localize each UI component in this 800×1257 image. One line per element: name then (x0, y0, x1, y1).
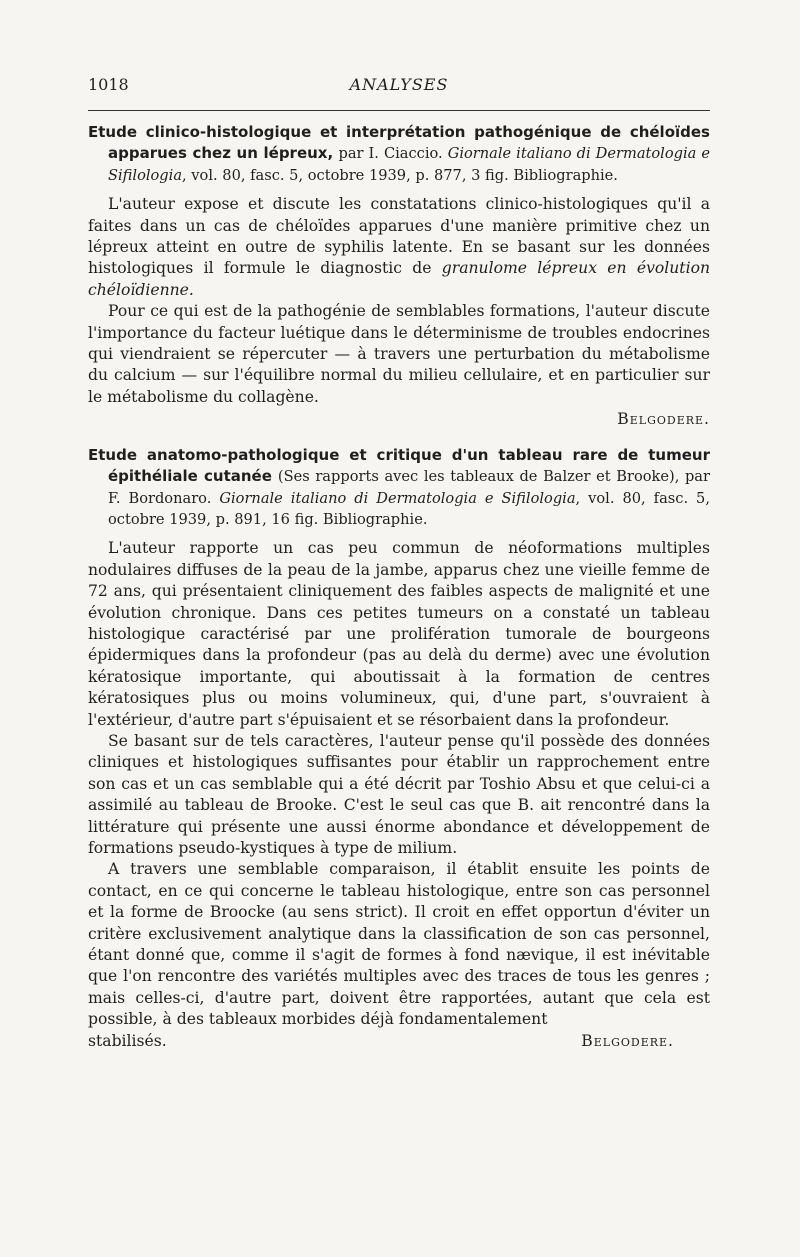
article-title: Etude anatomo-pathologique et critique d'un tableau rare de tumeur épithéliale cutanée (88, 445, 710, 486)
article-heading (88, 122, 710, 186)
article-heading (88, 445, 710, 531)
final-line (88, 1031, 710, 1052)
page-number: 1018 (88, 75, 129, 94)
paragraph-emphasis: granulome lépreux en évolution chéloïdienne. (88, 259, 710, 299)
signature: Belgodere. (581, 1031, 674, 1050)
citation-journal: Giornale italiano di Dermatologia e Sifilologia (108, 145, 710, 184)
paragraph-text: A travers une semblable comparaison, il établit ensuite les points de contact, en ce qui concerne le tableau histologique, entre son cas personnel et la forme de Broocke (au sens strict). Il croit en effet opportun d'éviter un critère exclusivement analytique dans la classification de son cas personnel, étant donné que, comme il s'agit de formes à fond nævique, il est inévitable que l'on rencontre des variétés multiples avec des traces de tous les genres ; mais celles-ci, d'autre part, doivent être rapportées, autant que cela est possible, à des tableaux morbides déjà fondamentalement (88, 860, 710, 1029)
citation-author: par I. Ciaccio. (338, 145, 448, 163)
citation-details: , vol. 80, fasc. 5, octobre 1939, p. 877, 3 fig. Bibliographie. (182, 166, 618, 184)
citation-details: , vol. 80, fasc. 5, octobre 1939, p. 891, 16 fig. Bibliographie. (108, 489, 710, 528)
body-paragraph-final (88, 859, 710, 1030)
paragraph-text: L'auteur expose et discute les constatations clinico-histologiques qu'il a faites dans un cas de chéloïdes apparues d'une manière primitive chez un lépreux atteint en outre de syphilis latente. En se basant sur les données histologiques il formule le diagnostic de (88, 195, 710, 278)
section-title: ANALYSES (349, 75, 449, 94)
body-paragraph (88, 731, 710, 859)
citation-author: (Ses rapports avec les tableaux de Balzer et Brooke), par F. Bordonaro. (108, 468, 710, 507)
final-line-text: stabilisés. (88, 1031, 167, 1050)
signature: Belgodere. (617, 410, 710, 429)
citation-journal: Giornale italiano di Dermatologia e Sifilologia (219, 489, 576, 507)
body-paragraph (88, 301, 710, 408)
paragraph-text: Se basant sur de tels caractères, l'auteur pense qu'il possède des données cliniques et histologiques suffisantes pour établir un rapprochement entre son cas et un cas semblable qui a été décrit par Toshio Absu et que celui-ci a assimilé au tableau de Brooke. C'est le seul cas que B. ait rencontré dans la littérature qui présente une aussi énorme abondance et développement de formations pseudo-kystiques à type de milium. (88, 731, 710, 857)
article-cheloides (88, 122, 710, 431)
article-tumeur-epitheliale (88, 445, 710, 1052)
paragraph-text: L'auteur rapporte un cas peu commun de néoformations multiples nodulaires diffuses de la peau de la jambe, apparus chez une vieille femme de 72 ans, qui présentaient cliniquement des faibles aspects de malignité et une évolution chronique. Dans ces petites tumeurs on a constaté un tableau histologique caractérisé par une prolifération tumorale de bourgeons épidermiques dans la profondeur (pas au delà du derme) avec une évolution kératosique importante, qui aboutissait à la formation de centres kératosiques plus ou moins volumineux, qui, d'une part, s'ouvraient à l'extérieur, d'autre part s'épuisaient et se résorbaient dans la profondeur. (88, 539, 710, 729)
paragraph-text: Pour ce qui est de la pathogénie de semblables formations, l'auteur discute l'importance du facteur luétique dans le déterminisme de troubles endocrines qui viendraient se répercuter — à travers une perturbation du métabolisme du calcium — sur l'équilibre normal du milieu cellulaire, et en particulier sur le métabolisme du collagène. (88, 302, 710, 406)
page-content (88, 122, 710, 1066)
body-paragraph (88, 538, 710, 731)
header-rule (88, 110, 710, 111)
article-title: Etude clinico-histologique et interprétation pathogénique de chéloïdes apparues chez un lépreux, (88, 123, 710, 163)
body-paragraph (88, 194, 710, 301)
